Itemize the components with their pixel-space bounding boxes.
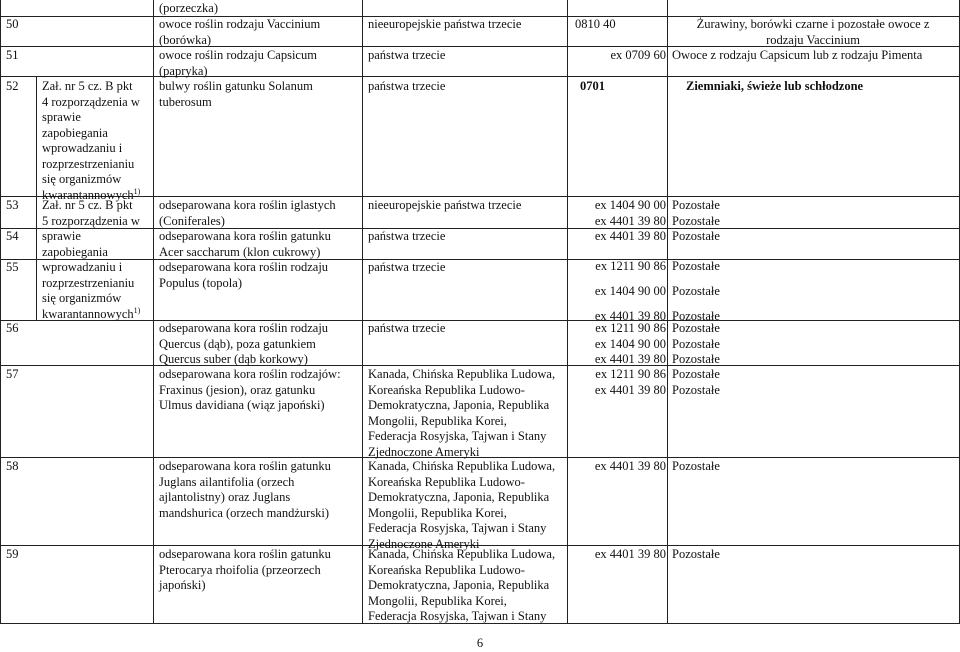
cn-code-cell: ex 1211 90 86 ex 4401 39 80: [594, 367, 666, 397]
plant-cell: odseparowana kora roślin iglastych (Coniferales): [159, 198, 336, 228]
regulation-reference: [42, 198, 150, 322]
country-cell: państwa trzecie: [368, 229, 446, 243]
cn-code-cell: ex 4401 39 80: [594, 459, 666, 473]
description-cell: Pozostałe: [672, 229, 720, 243]
page-number: 6: [476, 636, 484, 650]
country-cell: państwa trzecie: [368, 79, 446, 93]
plant-cell: odseparowana kora roślin gatunku Acer saccharum (klon cukrowy): [159, 229, 331, 259]
plant-cell: odseparowana kora roślin gatunku Juglans ailantifolia (orzech ajlantolistny) oraz Juglans mandshurica (orzech mandżurski): [159, 459, 331, 520]
reference-text: Zał. nr 5 cz. B pkt 5 rozporządzenia w sprawie zapobiegania wprowadzaniu i rozprzestrzenianiu się organizmów kwarantannowych: [42, 198, 140, 321]
country-cell: Kanada, Chińska Republika Ludowa, Koreańska Republika Ludowo- Demokratyczna, Japonia, Republika Mongolii, Republika Korei, Federacja Rosyjska, Tajwan i Stany Zjednoczone Ameryki: [368, 459, 556, 551]
description-cell: Ziemniaki, świeże lub schłodzone: [686, 79, 864, 93]
row-divider: [0, 76, 960, 77]
row-number: 53: [6, 198, 19, 212]
description-cell: Pozostałe: [672, 547, 720, 561]
plant-cell: odseparowana kora roślin rodzaju Quercus (dąb), poza gatunkiem Quercus suber (dąb korkowy): [159, 321, 329, 366]
country-cell: nieeuropejskie państwa trzecie: [368, 17, 522, 31]
row-number: 54: [6, 229, 19, 243]
description-cell: Owoce z rodzaju Capsicum lub z rodzaju Pimenta: [672, 48, 923, 62]
column-divider: [36, 76, 37, 321]
country-cell: państwa trzecie: [368, 321, 446, 335]
row-number: 59: [6, 547, 19, 561]
column-divider: [0, 0, 1, 623]
reference-text: Zał. nr 5 cz. B pkt 4 rozporządzenia w sprawie zapobiegania wprowadzaniu i rozprzestrzenianiu się organizmów kwarantannowych: [42, 79, 140, 202]
cn-code-cell: ex 4401 39 80: [594, 547, 666, 561]
footnote-marker: 1): [133, 305, 141, 315]
cn-code-cell: ex 1404 90 00 ex 4401 39 80: [594, 198, 666, 228]
description-cell: Pozostałe Pozostałe: [672, 198, 720, 228]
description-cell: Żurawiny, borówki czarne i pozostałe owoce z rodzaju Vaccinium: [696, 17, 930, 47]
description-cell: Pozostałe Pozostałe: [672, 367, 720, 397]
row-number: 52: [6, 79, 19, 93]
row-number: 51: [6, 48, 19, 62]
plant-cell: owoce roślin rodzaju Vaccinium (borówka): [159, 17, 321, 47]
plant-cell: odseparowana kora roślin rodzajów: Fraxinus (jesion), oraz gatunku Ulmus davidiana (wiąz japoński): [159, 367, 341, 412]
row-number: 55: [6, 260, 19, 274]
cn-code-cell: ex 0709 60: [610, 48, 666, 62]
row-number: 57: [6, 367, 19, 381]
country-cell: Kanada, Chińska Republika Ludowa, Koreańska Republika Ludowo- Demokratyczna, Japonia, Republika Mongolii, Republika Korei, Federacja Rosyjska, Tajwan i Stany Zjednoczone Ameryki: [368, 367, 556, 459]
plant-cell: owoce roślin rodzaju Capsicum (papryka): [159, 48, 317, 78]
country-cell: nieeuropejskie państwa trzecie: [368, 198, 522, 212]
plant-cell: odseparowana kora roślin gatunku Pterocarya rhoifolia (przeorzech japoński): [159, 547, 331, 592]
row-number: 50: [6, 17, 19, 31]
cn-code-cell: 0701: [580, 79, 605, 93]
cn-code-cell: ex 4401 39 80: [594, 229, 666, 243]
column-divider: [567, 0, 568, 623]
plant-cell: odseparowana kora roślin rodzaju Populus (topola): [159, 260, 329, 290]
row-number: 58: [6, 459, 19, 473]
cn-code-cell: ex 1211 90 86 ex 1404 90 00 ex 4401 39 80: [594, 259, 666, 323]
plant-cell: bulwy roślin gatunku Solanum tuberosum: [159, 79, 313, 109]
description-cell: Pozostałe Pozostałe Pozostałe: [672, 321, 720, 366]
description-cell: Pozostałe: [672, 459, 720, 473]
country-cell: Kanada, Chińska Republika Ludowa, Koreańska Republika Ludowo- Demokratyczna, Japonia, Republika Mongolii, Republika Korei, Federacja Rosyjska, Tajwan i Stany: [368, 547, 556, 623]
footnote-marker: 1): [133, 186, 141, 196]
cn-code-cell: ex 1211 90 86 ex 1404 90 00 ex 4401 39 80: [594, 321, 666, 366]
column-divider: [362, 0, 363, 623]
plant-cell-intro: (porzeczka): [159, 1, 218, 15]
description-cell: Pozostałe Pozostałe Pozostałe: [672, 259, 720, 323]
regulation-reference: [42, 79, 150, 203]
country-cell: państwa trzecie: [368, 48, 446, 62]
column-divider: [153, 0, 154, 623]
cn-code-cell: 0810 40: [575, 17, 616, 31]
country-cell: państwa trzecie: [368, 260, 446, 274]
row-number: 56: [6, 321, 19, 335]
